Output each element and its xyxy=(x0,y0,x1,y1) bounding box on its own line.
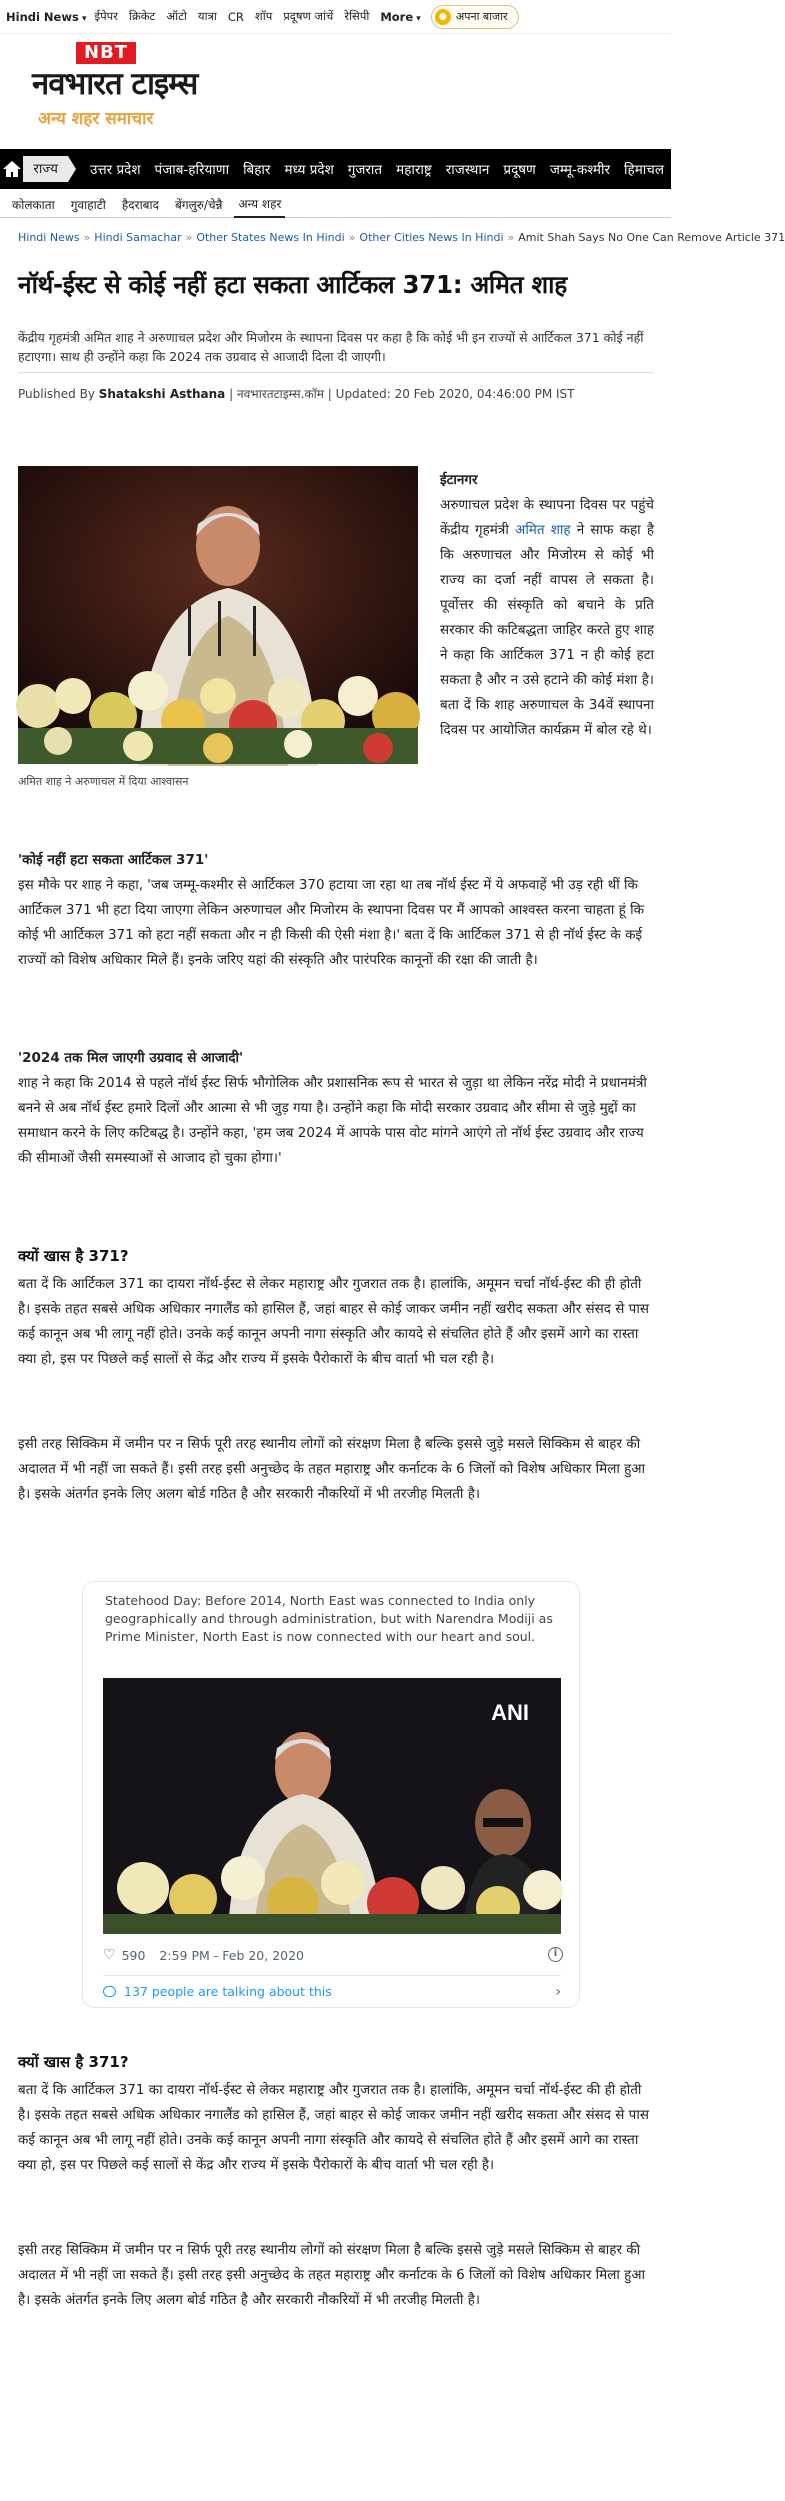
intro-part-b: ने साफ कहा है कि अरुणाचल और मिजोरम से कोई भी राज्य का दर्जा नहीं वापस ले सकता है। पूर्वोत्तर की संस्कृति को बचाने के प्रति सरकार की कटिबद्धता जाहिर करते हुए शाह ने कहा कि आर्टिकल 371 न ही कोई हटा सकता है और न उसे हटाने की कोई मंशा है। बता दें कि शाह अरुणाचल के 34वें स्थापना दिवस पर आयोजित कार्यक्रम में बोल रहे थे। xyxy=(440,522,654,738)
tweet-meta xyxy=(103,1947,563,1963)
topbar-link-shop[interactable]: शॉप xyxy=(254,9,273,23)
why-special-para-1: बता दें कि आर्टिकल 371 का दायरा नॉर्थ-ईस्ट से लेकर महाराष्ट्र और गुजरात तक है। हालांकि, अमूमन चर्चा नॉर्थ-ईस्ट की ही होती है। इसके तहत सबसे अधिक अधिकार नगालैंड को हासिल हैं, जहां बाहर से कोई जाकर जमीन नहीं खरीद सकता और संसद से पास कई कानून अब भी लागू नहीं होते। उनके कई कानून अपनी नागा संस्कृति और कायदे से संचलित होते हैं और इसमें आगे का रास्ता क्या हो, इस पर पिछले कई सालों से केंद्र और राज्य में इसके पैरोकारों के बीच वार्ता भी चल रही है। xyxy=(18,1276,649,1367)
language-selector[interactable]: Hindi News ▾ xyxy=(6,10,86,24)
chevron-right-icon: » xyxy=(348,231,356,244)
subnav-item-kolkata[interactable]: कोलकाता xyxy=(12,198,55,212)
lead-image[interactable] xyxy=(18,466,418,764)
section-body: इस मौके पर शाह ने कहा, 'जब जम्मू-कश्मीर से आर्टिकल 370 हटाया जा रहा था तब नॉर्थ ईस्ट में ये अफवाहें भी उड़ रही थीं कि आर्टिकल 371 भी हटा दिया जाएगा लेकिन अरुणाचल और मिजोरम के स्थापना दिवस पर मैं आपको आश्वस्त करना चाहता हूं कि कोई भी आर्टिकल 371 को हटा नहीं सकता और न ही किसी की ऐसी मंशा है।' बता दें कि आर्टिकल 371 से ही नॉर्थ ईस्ट के कई राज्यों को विशेष अधिकार मिले हैं। इनके जरिए यहां की संस्कृति और पारंपरिक कानूनों की रक्षा की जाती है। xyxy=(18,877,644,968)
divider xyxy=(103,1975,561,1976)
article-title: नॉर्थ-ईस्ट से कोई नहीं हटा सकता आर्टिकल 371: अमित शाह xyxy=(18,270,567,299)
nav-item-madhya-pradesh[interactable]: मध्य प्रदेश xyxy=(284,162,334,178)
tweet-talking: 137 people are talking about this xyxy=(124,1984,332,1999)
chevron-right-icon: › xyxy=(555,1983,561,2000)
tweet-text: Statehood Day: Before 2014, North East was connected to India only geographically and through administration, but with Narendra Modiji as Prime Minister, North East is now connected with our heart and soul. xyxy=(105,1593,553,1644)
amit-shah-link[interactable]: अमित शाह xyxy=(515,522,571,538)
why-special-para-1-repeat: बता दें कि आर्टिकल 371 का दायरा नॉर्थ-ईस्ट से लेकर महाराष्ट्र और गुजरात तक है। हालांकि, अमूमन चर्चा नॉर्थ-ईस्ट की ही होती है। इसके तहत सबसे अधिक अधिकार नगालैंड को हासिल हैं, जहां बाहर से कोई जाकर जमीन नहीं खरीद सकता और संसद से पास कई कानून अब भी लागू नहीं होते। उनके कई कानून अपनी नागा संस्कृति और कायदे से संचलित होते हैं और इसमें आगे का रास्ता क्या हो, इस पर पिछले कई सालों से केंद्र और राज्य में इसके पैरोकारों के बीच वार्ता भी चल रही है। xyxy=(18,2082,649,2173)
nav-item-maharashtra[interactable]: महाराष्ट्र xyxy=(396,162,432,178)
topbar-link-pollution[interactable]: प्रदूषण जांचें xyxy=(283,9,334,23)
home-icon[interactable] xyxy=(0,160,23,178)
byline xyxy=(18,385,575,402)
apna-bazaar-button[interactable] xyxy=(431,5,519,29)
subnav-item-hyderabad[interactable]: हैदराबाद xyxy=(121,198,160,212)
ani-watermark: ANI xyxy=(491,1700,529,1725)
updated-time: Updated: 20 Feb 2020, 04:46:00 PM IST xyxy=(335,387,575,401)
why-special-heading-repeat: क्यों खास है 371? xyxy=(18,2053,129,2071)
logo-wordmark: नवभारत टाइम्स xyxy=(32,66,198,102)
byline-prefix: Published By xyxy=(18,387,95,401)
section-name: अन्य शहर समाचार xyxy=(38,109,154,129)
nav-item-rajasthan[interactable]: राजस्थान xyxy=(445,162,490,178)
tweet-time[interactable]: 2:59 PM - Feb 20, 2020 xyxy=(159,1947,305,1963)
section-heading: 'कोई नहीं हटा सकता आर्टिकल 371' xyxy=(18,852,209,868)
topbar-link-auto[interactable]: ऑटो xyxy=(166,9,187,23)
nav-item-bihar[interactable]: बिहार xyxy=(243,162,271,178)
nav-item-pollution[interactable]: प्रदूषण xyxy=(503,162,536,178)
nav-item-jammu-kashmir[interactable]: जम्मू-कश्मीर xyxy=(549,162,611,178)
nav-item-himachal[interactable]: हिमाचल xyxy=(624,162,664,178)
byline-sep: | xyxy=(229,387,237,401)
subnav-item-guwahati[interactable]: गुवाहाटी xyxy=(70,198,106,212)
nav-item-punjab-haryana[interactable]: पंजाब-हरियाणा xyxy=(154,162,230,178)
topbar-link-cr[interactable]: CR xyxy=(227,9,244,24)
section-no-one-can-remove xyxy=(18,848,655,973)
tweet-conversation-link[interactable] xyxy=(103,1984,561,1999)
logo-nbt-badge: NBT xyxy=(76,42,136,64)
topbar-link-travel[interactable]: यात्रा xyxy=(197,9,217,23)
site-logo[interactable] xyxy=(0,34,671,149)
why-special-para-2: इसी तरह सिक्किम में जमीन पर न सिर्फ पूरी तरह स्थानीय लोगों को संरक्षण मिला है बल्कि इससे जुड़े मसले सिक्किम से बाहर की अदालत में भी नहीं जा सकते हैं। इसी तरह इसी अनुच्छेद के तहत महाराष्ट्र और कर्नाटक के 6 जिलों को विशेष अधिकार मिला हुआ है। इसके अंतर्गत इनके लिए अलग बोर्ड गठित है और सरकारी नौकरियों में भी तरजीह मिलती है। xyxy=(18,1436,646,1502)
section-body: शाह ने कहा कि 2014 से पहले नॉर्थ ईस्ट सिर्फ भौगोलिक और प्रशासनिक रूप से भारत से जुड़ा था लेकिन नरेंद्र मोदी ने प्रधानमंत्री बनने से अब नॉर्थ ईस्ट हमारे दिलों और आत्मा से भी जुड़ गया है। उन्होंने कहा कि मोदी सरकार उग्रवाद और सीमा से जुड़े मुद्दों का समाधान करने के लिए कटिबद्ध है। उन्होंने कहा, 'हम जब 2024 में आपके पास वोट मांगने आएंगे तो नॉर्थ ईस्ट उग्रवाद और राज्य की सीमाओं जैसी समस्याओं से आजाद हो चुका होगा।' xyxy=(18,1075,647,1166)
topbar-link-cricket[interactable]: क्रिकेट xyxy=(128,9,156,23)
divider xyxy=(18,372,653,373)
intro-part-a: अरुणाचल प्रदेश के स्थापना दिवस पर पहुंचे केंद्रीय गृहमंत्री xyxy=(440,497,654,538)
info-icon[interactable]: i xyxy=(548,1947,563,1962)
tweet-likes: 590 xyxy=(121,1947,146,1963)
breadcrumb-link[interactable]: Hindi News xyxy=(18,231,80,244)
why-special-para-2-repeat: इसी तरह सिक्किम में जमीन पर न सिर्फ पूरी तरह स्थानीय लोगों को संरक्षण मिला है बल्कि इससे जुड़े मसले सिक्किम से बाहर की अदालत में भी नहीं जा सकते हैं। इसी तरह इसी अनुच्छेद के तहत महाराष्ट्र और कर्नाटक के 6 जिलों को विशेष अधिकार मिला हुआ है। इसके अंतर्गत इनके लिए अलग बोर्ड गठित है और सरकारी नौकरियों में भी तरजीह मिलती है। xyxy=(18,2242,646,2308)
comment-icon xyxy=(103,1986,116,1997)
top-utility-bar xyxy=(0,0,671,34)
chevron-right-icon: » xyxy=(507,231,515,244)
embedded-tweet[interactable] xyxy=(82,1581,580,2008)
intro-text xyxy=(440,468,654,743)
nav-item-rajya[interactable]: राज्य xyxy=(23,156,68,182)
breadcrumb-link[interactable]: Other Cities News In Hindi xyxy=(359,231,504,244)
sub-nav xyxy=(0,192,671,218)
apna-bazaar-label: अपना बाजार xyxy=(455,10,508,23)
nav-item-uttar-pradesh[interactable]: उत्तर प्रदेश xyxy=(89,162,141,178)
dateline: ईटानगर xyxy=(440,472,478,488)
breadcrumb-link[interactable]: Hindi Samachar xyxy=(94,231,182,244)
breadcrumb-current: Amit Shah Says No One Can Remove Article 371 xyxy=(518,231,785,244)
subnav-item-bengaluru-chennai[interactable]: बेंगलुरु/चेन्नै xyxy=(175,198,223,212)
image-caption: अमित शाह ने अरुणाचल में दिया आश्वासन xyxy=(18,775,189,788)
more-menu[interactable]: More ▾ xyxy=(380,10,420,24)
subnav-item-other-cities[interactable]: अन्य शहर xyxy=(234,192,285,218)
shopping-bag-icon: ● xyxy=(435,9,451,25)
heart-icon[interactable]: ♡ xyxy=(103,1947,116,1963)
section-freedom-2024 xyxy=(18,1046,655,1171)
chevron-right-icon: » xyxy=(185,231,193,244)
publisher-name: नवभारतटाइम्स.कॉम xyxy=(236,387,324,401)
main-nav xyxy=(0,149,671,189)
article-lede: केंद्रीय गृहमंत्री अमित शाह ने अरुणाचल प्रदेश और मिजोरम के स्थापना दिवस पर कहा है कि कोई भी इन राज्यों से आर्टिकल 371 कोई नहीं हटाएगा। साथ ही उन्होंने कहा कि 2024 तक उग्रवाद से आजादी दिला दी जाएगी। xyxy=(18,330,644,364)
topbar-link-epaper[interactable]: ईपेपर xyxy=(94,9,118,23)
nav-item-gujarat[interactable]: गुजरात xyxy=(347,162,383,178)
topbar-link-recipe[interactable]: रेसिपी xyxy=(344,9,370,23)
breadcrumb-link[interactable]: Other States News In Hindi xyxy=(196,231,345,244)
why-special-heading: क्यों खास है 371? xyxy=(18,1247,129,1265)
byline-sep: | xyxy=(327,387,336,401)
chevron-right-icon: » xyxy=(83,231,91,244)
breadcrumb xyxy=(18,231,785,244)
author-name[interactable]: Shatakshi Asthana xyxy=(98,387,226,401)
tweet-video[interactable] xyxy=(103,1678,561,1934)
section-heading: '2024 तक मिल जाएगी उग्रवाद से आजादी' xyxy=(18,1050,244,1066)
